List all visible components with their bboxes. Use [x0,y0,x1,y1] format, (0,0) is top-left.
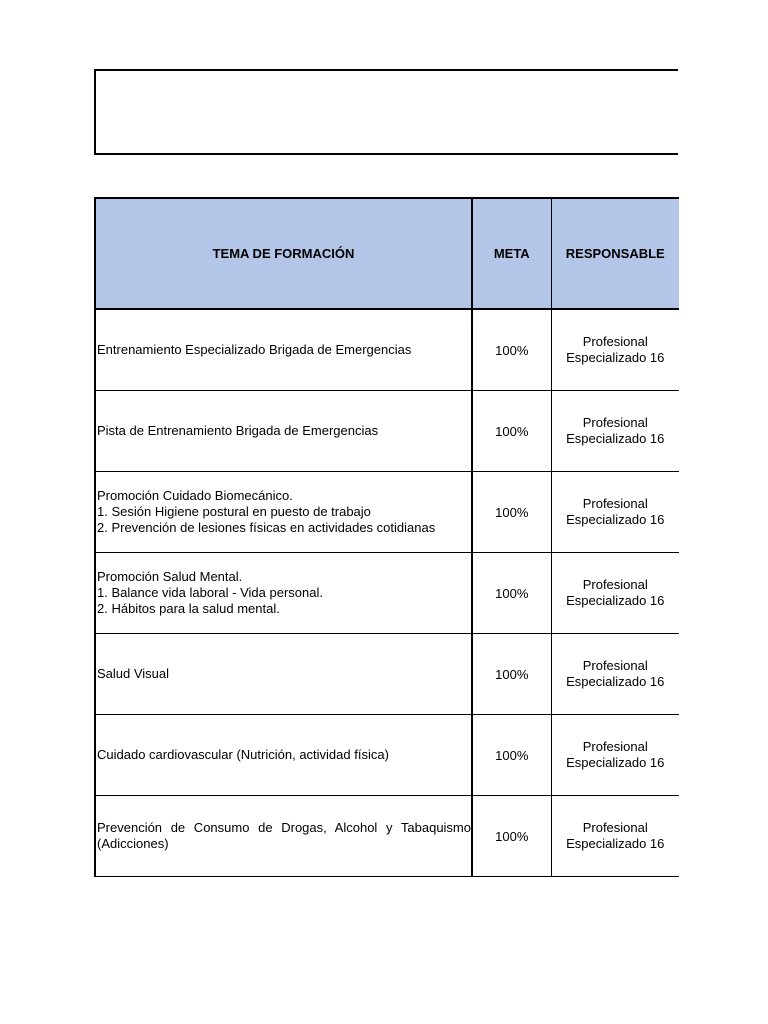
table-row [95,715,679,796]
responsable-cell: Profesional Especializado 16 [551,634,679,715]
responsable-cell: Profesional Especializado 16 [551,553,679,634]
column-header-responsable: RESPONSABLE [551,198,679,309]
table-row [95,553,679,634]
table-row [95,309,679,391]
topic-cell: Pista de Entrenamiento Brigada de Emergencias [95,391,472,472]
topic-cell: Cuidado cardiovascular (Nutrición, actividad física) [95,715,472,796]
table-row [95,634,679,715]
topic-cell: Prevención de Consumo de Drogas, Alcohol y Tabaquismo (Adicciones) [95,796,472,877]
title-box [94,69,678,155]
column-header-tema: TEMA DE FORMACIÓN [95,198,472,309]
responsable-cell: Profesional Especializado 16 [551,796,679,877]
meta-cell: 100% [472,309,551,391]
table-header-row [95,198,679,309]
topic-cell: Salud Visual [95,634,472,715]
responsable-cell: Profesional Especializado 16 [551,391,679,472]
responsable-cell: Profesional Especializado 16 [551,309,679,391]
column-header-meta: META [472,198,551,309]
responsable-cell: Profesional Especializado 16 [551,472,679,553]
meta-cell: 100% [472,553,551,634]
training-plan-table [94,197,679,877]
meta-cell: 100% [472,391,551,472]
responsable-cell: Profesional Especializado 16 [551,715,679,796]
meta-cell: 100% [472,796,551,877]
meta-cell: 100% [472,634,551,715]
table-row [95,472,679,553]
topic-cell: Promoción Cuidado Biomecánico. 1. Sesión Higiene postural en puesto de trabajo 2. Prevención de lesiones físicas en actividades cotidianas [95,472,472,553]
meta-cell: 100% [472,715,551,796]
topic-cell: Promoción Salud Mental. 1. Balance vida laboral - Vida personal. 2. Hábitos para la salud mental. [95,553,472,634]
table-row [95,796,679,877]
table-row [95,391,679,472]
meta-cell: 100% [472,472,551,553]
topic-cell: Entrenamiento Especializado Brigada de Emergencias [95,309,472,391]
